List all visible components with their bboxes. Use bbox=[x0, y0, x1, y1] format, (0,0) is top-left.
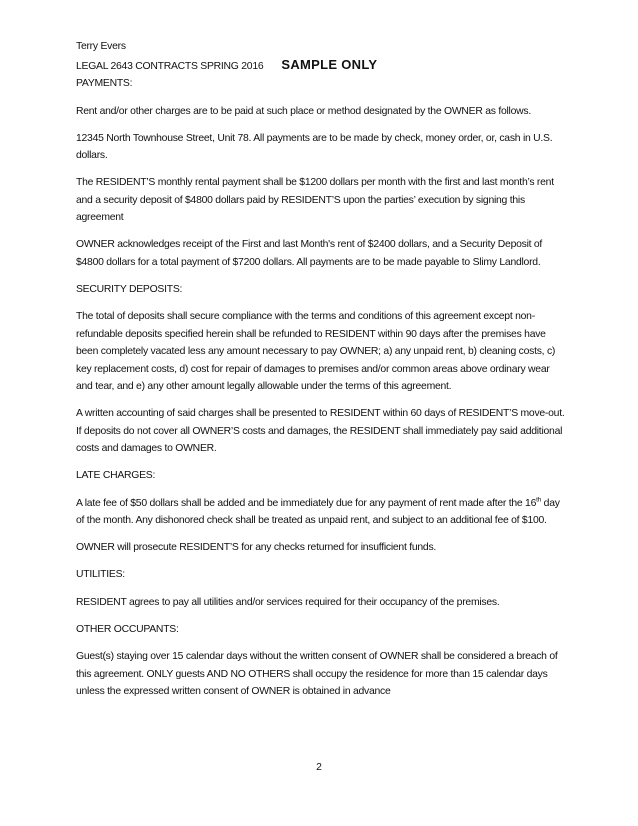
author-name: Terry Evers bbox=[76, 41, 126, 52]
security-paragraph-2: A written accounting of said charges shall be presented to RESIDENT within 60 days of RESIDENT’S move-out. If deposits do not cover all OWNER’S costs and damages, the RESIDENT shall immediately pay said additional costs and damages to OWNER. bbox=[76, 408, 565, 454]
payments-paragraph-1: Rent and/or other charges are to be paid at such place or method designated by the OWNER as follows. bbox=[76, 105, 531, 117]
ordinal-suffix: th bbox=[536, 496, 542, 504]
document-page bbox=[76, 38, 568, 710]
late-paragraph-2: OWNER will prosecute RESIDENT’S for any checks returned for insufficient funds. bbox=[76, 542, 437, 553]
payments-heading: PAYMENTS: bbox=[76, 78, 133, 89]
payments-paragraph-4: OWNER acknowledges receipt of the First and last Month's rent of $2400 dollars, and a Security Deposit of $4800 dollars for a total payment of $7200 dollars. All payments are to be made payable to Slimy Landlord. bbox=[76, 239, 543, 268]
payments-paragraph-2: 12345 North Townhouse Street, Unit 78. All payments are to be made by check, money order, or, cash in U.S. dollars. bbox=[76, 132, 553, 161]
page-number: 2 bbox=[316, 762, 322, 773]
security-paragraph-1: The total of deposits shall secure compliance with the terms and conditions of this agreement except non-refundable deposits specified herein shall be refunded to RESIDENT within 90 days after the premises have been completely vacated less any amount necessary to pay OWNER; a) any unpaid rent, b) cleaning costs, c) key replacement costs, d) cost for repair of damages to premises and/or common areas above ordinary wear and tear, and e) any other amount legally allowable under the terms of this agreement. bbox=[76, 311, 556, 392]
security-deposits-heading: SECURITY DEPOSITS: bbox=[76, 283, 183, 295]
other-occupants-heading: OTHER OCCUPANTS: bbox=[76, 623, 179, 635]
late-charges-heading: LATE CHARGES: bbox=[76, 470, 156, 481]
sample-only-stamp: SAMPLE ONLY bbox=[281, 56, 378, 72]
late-paragraph-1 bbox=[76, 495, 568, 530]
occupants-paragraph-1: Guest(s) staying over 15 calendar days without the written consent of OWNER shall be considered a breach of this agreement. ONLY guests AND NO OTHERS shall occupy the residence for more than 15 calendar days unless the expressed written consent of OWNER is obtained in advance bbox=[76, 651, 558, 697]
payments-paragraph-3: The RESIDENT’S monthly rental payment shall be $1200 dollars per month with the first and last month’s rent and a security deposit of $4800 dollars paid by RESIDENT’S upon the parties’ execution by signing this agreement bbox=[76, 177, 554, 223]
utilities-heading: UTILITIES: bbox=[76, 569, 125, 580]
document-header bbox=[76, 56, 568, 76]
late-text-before: A late fee of $50 dollars shall be added and be immediately due for any payment of rent made after the 16 bbox=[76, 497, 537, 509]
utilities-paragraph-1: RESIDENT agrees to pay all utilities and/or services required for their occupancy of the premises. bbox=[76, 596, 500, 608]
course-title: LEGAL 2643 CONTRACTS SPRING 2016 bbox=[76, 60, 264, 72]
late-text-after: day of the month. Any dishonored check shall be treated as unpaid rent, and subject to an additional fee of $100. bbox=[76, 497, 560, 526]
